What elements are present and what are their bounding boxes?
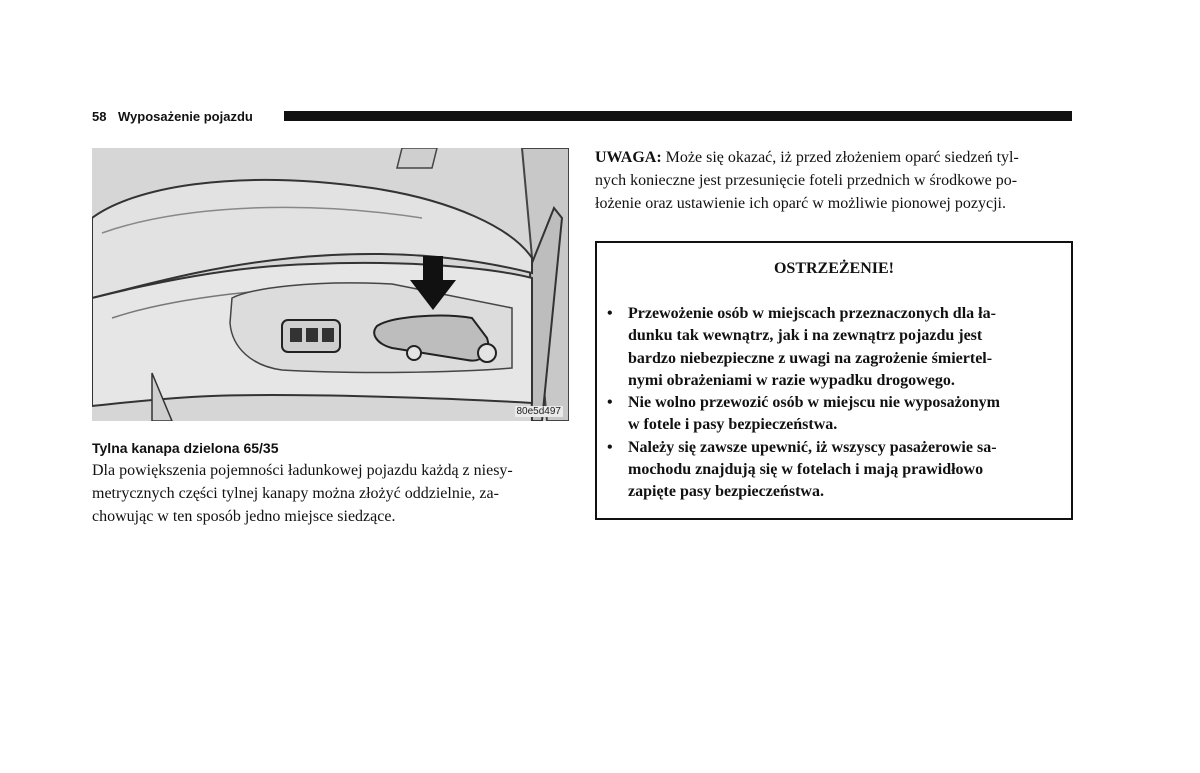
- bullet-icon: •: [607, 394, 613, 412]
- warning-line: dunku tak wewnątrz, jak i na zewnątrz pojazdu jest: [628, 327, 983, 345]
- warning-box: [595, 241, 1073, 520]
- warning-list: [607, 303, 1062, 504]
- warning-line: w fotele i pasy bezpieczeństwa.: [628, 416, 838, 434]
- figure-code: 80e5d497: [516, 406, 561, 417]
- power-seat-switch-icon: [282, 320, 340, 352]
- caption-line: Dla powiększenia pojemności ładunkowej pojazdu każdą z niesy-: [92, 462, 513, 479]
- warning-line: • Należy się zawsze upewnić, iż wszyscy pasażerowie sa-: [607, 437, 1062, 459]
- caption-line: chowując w ten sposób jedno miejsce siedzące.: [92, 508, 396, 525]
- header-rule: [284, 111, 1072, 121]
- seat-figure: [92, 148, 569, 421]
- seat-illustration: [92, 148, 569, 421]
- caption-line: metrycznych części tylnej kanapy można złożyć oddzielnie, za-: [92, 485, 499, 502]
- bullet-icon: •: [607, 438, 613, 456]
- note-paragraph: [595, 146, 1073, 215]
- warning-line: bardzo niebezpieczne z uwagi na zagrożenie śmiertel-: [628, 349, 993, 367]
- note-label: UWAGA:: [595, 149, 662, 166]
- caption-title: Tylna kanapa dzielona 65/35: [92, 440, 279, 456]
- warning-line: mochodu znajdują się w fotelach i mają prawidłowo: [628, 461, 984, 479]
- caption-body: [92, 459, 570, 528]
- warning-line: zapięte pasy bezpieczeństwa.: [628, 483, 824, 501]
- note-line: [595, 146, 1073, 169]
- note-line1-text: Może się okazać, iż przed złożeniem oparć siedzeń tyl-: [661, 149, 1019, 166]
- note-line: nych konieczne jest przesunięcie foteli przednich w środkowe po-: [595, 172, 1018, 189]
- warning-line: • Przewożenie osób w miejscach przeznaczonych dla ła-: [607, 303, 1062, 325]
- bullet-icon: •: [607, 305, 613, 322]
- warning-title: OSTRZEŻENIE!: [773, 260, 895, 277]
- warning-line: • Nie wolno przewozić osób w miejscu nie wyposażonym: [607, 392, 1062, 414]
- page-header: [92, 108, 1072, 128]
- warning-line: nymi obrażeniami w razie wypadku drogowego.: [628, 371, 955, 389]
- section-title: Wyposażenie pojazdu: [118, 109, 253, 124]
- page-number: 58: [92, 109, 107, 124]
- note-line: łożenie oraz ustawienie ich oparć w możliwie pionowej pozycji.: [595, 195, 1006, 212]
